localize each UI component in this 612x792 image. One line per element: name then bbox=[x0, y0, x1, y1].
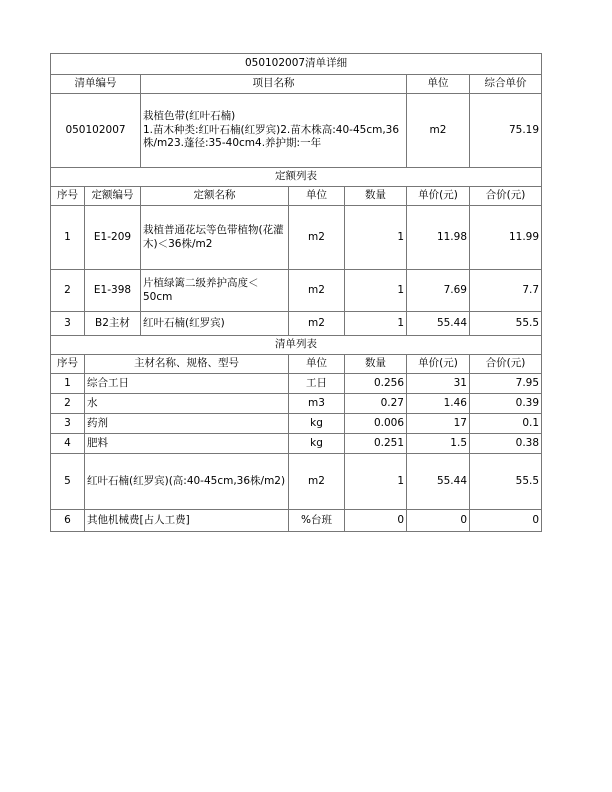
list-unit: 工日 bbox=[289, 374, 345, 394]
list-row bbox=[51, 510, 542, 532]
list-col-unit: 单位 bbox=[289, 355, 345, 374]
list-col-qty: 数量 bbox=[345, 355, 407, 374]
header-unit: 单位 bbox=[407, 75, 470, 94]
header-name: 项目名称 bbox=[141, 75, 407, 94]
quota-col-unit: 单位 bbox=[289, 187, 345, 206]
quota-qty: 1 bbox=[345, 270, 407, 312]
list-col-total: 合价(元) bbox=[470, 355, 542, 374]
list-no: 1 bbox=[51, 374, 85, 394]
list-name: 药剂 bbox=[85, 414, 289, 434]
item-code: 050102007 bbox=[51, 94, 141, 168]
list-col-no: 序号 bbox=[51, 355, 85, 374]
list-price: 31 bbox=[407, 374, 470, 394]
quota-row bbox=[51, 270, 542, 312]
list-price: 1.46 bbox=[407, 394, 470, 414]
list-total: 0.39 bbox=[470, 394, 542, 414]
quota-col-price: 单价(元) bbox=[407, 187, 470, 206]
list-total: 0 bbox=[470, 510, 542, 532]
quota-total: 7.7 bbox=[470, 270, 542, 312]
quota-col-total: 合价(元) bbox=[470, 187, 542, 206]
quota-name: 栽植普通花坛等色带植物(花灌木)＜36株/m2 bbox=[141, 206, 289, 270]
quota-no: 2 bbox=[51, 270, 85, 312]
list-no: 2 bbox=[51, 394, 85, 414]
quota-total: 55.5 bbox=[470, 312, 542, 336]
list-name: 其他机械费[占人工费] bbox=[85, 510, 289, 532]
table-title: 050102007清单详细 bbox=[51, 54, 542, 75]
list-row bbox=[51, 454, 542, 510]
list-price: 17 bbox=[407, 414, 470, 434]
quota-name: 片植绿篱二级养护高度＜50cm bbox=[141, 270, 289, 312]
list-col-price: 单价(元) bbox=[407, 355, 470, 374]
list-row bbox=[51, 374, 542, 394]
list-price: 0 bbox=[407, 510, 470, 532]
list-total: 7.95 bbox=[470, 374, 542, 394]
list-unit: kg bbox=[289, 434, 345, 454]
header-unit-price: 综合单价 bbox=[470, 75, 542, 94]
list-row bbox=[51, 414, 542, 434]
quota-total: 11.99 bbox=[470, 206, 542, 270]
list-unit: kg bbox=[289, 414, 345, 434]
quota-code: E1-209 bbox=[85, 206, 141, 270]
list-header-row bbox=[51, 355, 542, 374]
item-unit-price: 75.19 bbox=[470, 94, 542, 168]
header-code: 清单编号 bbox=[51, 75, 141, 94]
list-name: 肥料 bbox=[85, 434, 289, 454]
quota-col-code: 定额编号 bbox=[85, 187, 141, 206]
quota-unit: m2 bbox=[289, 270, 345, 312]
quota-code: E1-398 bbox=[85, 270, 141, 312]
list-no: 4 bbox=[51, 434, 85, 454]
list-unit: m2 bbox=[289, 454, 345, 510]
quota-price: 7.69 bbox=[407, 270, 470, 312]
list-no: 5 bbox=[51, 454, 85, 510]
quota-qty: 1 bbox=[345, 206, 407, 270]
bill-detail-table bbox=[50, 53, 542, 532]
quota-unit: m2 bbox=[289, 312, 345, 336]
quota-row bbox=[51, 206, 542, 270]
list-qty: 0.27 bbox=[345, 394, 407, 414]
item-name bbox=[141, 94, 407, 168]
quota-price: 11.98 bbox=[407, 206, 470, 270]
quota-no: 1 bbox=[51, 206, 85, 270]
list-name: 红叶石楠(红罗宾)(高:40-45cm,36株/m2) bbox=[85, 454, 289, 510]
list-name: 水 bbox=[85, 394, 289, 414]
list-col-name: 主材名称、规格、型号 bbox=[85, 355, 289, 374]
quota-header-row bbox=[51, 187, 542, 206]
quota-col-no: 序号 bbox=[51, 187, 85, 206]
quota-row bbox=[51, 312, 542, 336]
list-price: 55.44 bbox=[407, 454, 470, 510]
quota-name: 红叶石楠(红罗宾) bbox=[141, 312, 289, 336]
list-section-title: 清单列表 bbox=[51, 336, 542, 355]
list-total: 0.38 bbox=[470, 434, 542, 454]
quota-no: 3 bbox=[51, 312, 85, 336]
list-no: 3 bbox=[51, 414, 85, 434]
item-unit: m2 bbox=[407, 94, 470, 168]
list-row bbox=[51, 394, 542, 414]
item-name-line1: 栽植色带(红叶石楠) bbox=[143, 110, 236, 123]
list-price: 1.5 bbox=[407, 434, 470, 454]
list-qty: 1 bbox=[345, 454, 407, 510]
quota-section-title: 定额列表 bbox=[51, 168, 542, 187]
quota-col-qty: 数量 bbox=[345, 187, 407, 206]
list-qty: 0.251 bbox=[345, 434, 407, 454]
quota-unit: m2 bbox=[289, 206, 345, 270]
list-qty: 0 bbox=[345, 510, 407, 532]
list-unit: %台班 bbox=[289, 510, 345, 532]
quota-col-name: 定额名称 bbox=[141, 187, 289, 206]
item-name-line2: 1.苗木种类:红叶石楠(红罗宾)2.苗木株高:40-45cm,36株/m23.蓬径:35-40cm4.养护期:一年 bbox=[143, 123, 400, 150]
list-total: 55.5 bbox=[470, 454, 542, 510]
list-unit: m3 bbox=[289, 394, 345, 414]
quota-code: B2主材 bbox=[85, 312, 141, 336]
list-qty: 0.256 bbox=[345, 374, 407, 394]
quota-qty: 1 bbox=[345, 312, 407, 336]
list-row bbox=[51, 434, 542, 454]
list-no: 6 bbox=[51, 510, 85, 532]
list-qty: 0.006 bbox=[345, 414, 407, 434]
quota-price: 55.44 bbox=[407, 312, 470, 336]
list-name: 综合工日 bbox=[85, 374, 289, 394]
list-total: 0.1 bbox=[470, 414, 542, 434]
